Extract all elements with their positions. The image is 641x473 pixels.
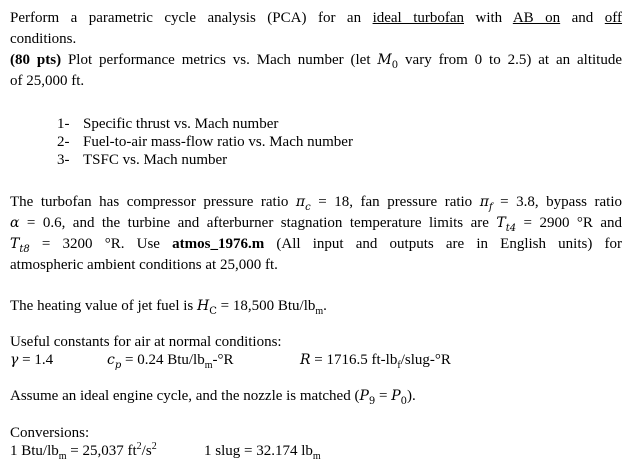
engine-text-7: (All input and outputs are in English units) for (276, 236, 623, 252)
constant-cp (107, 351, 234, 369)
altitude-text: of 25,000 ft. (10, 73, 85, 89)
assumption-line (10, 387, 416, 405)
engine-text-5: = 2900 °R and (523, 215, 622, 231)
engine-text-3: = 3.8, bypass ratio (500, 194, 623, 210)
heating-text: The heating value of jet fuel is (10, 298, 194, 314)
engine-line-2 (10, 214, 622, 232)
heating-value-symbol: $H_C$ (197, 298, 217, 317)
bypass-symbol: α (10, 215, 20, 231)
constant-gamma (10, 351, 53, 369)
engine-text-2: = 18, fan pressure ratio (318, 194, 473, 210)
list-item-number: 2- (57, 134, 70, 150)
equals-sign: = (379, 388, 388, 404)
r-value: = 1716.5 $ft-lb_f/slug-^\circ R$ (314, 352, 451, 371)
assumption-text: Assume an ideal engine cycle, and the nozzle is matched ( (10, 388, 360, 404)
engine-text-6: = 3200 °R. Use (41, 236, 160, 252)
constants-title-text: Useful constants for air at normal conditions: (10, 334, 282, 350)
t4-symbol: $T_{t4}$ (496, 215, 517, 234)
fan-ratio-symbol: $\pi_f$ (479, 194, 493, 213)
assumption-end: ). (407, 388, 416, 404)
intro-text-1: Perform a parametric cycle analysis (PCA) for an (10, 10, 362, 26)
r-symbol: R (300, 352, 311, 368)
intro-line-1 (10, 9, 622, 27)
constants-title (10, 333, 282, 351)
list-item-label: Fuel-to-air mass-flow ratio vs. Mach number (83, 134, 353, 150)
conversion-btu: 1 Btu/$lb_m = 25,037$ $ft^2/s^2$ (10, 441, 157, 462)
mach-symbol: $M_0$ (377, 52, 399, 71)
task-line-2 (10, 72, 84, 90)
task-text-2: vary from 0 to 2.5) at an altitude (405, 52, 623, 68)
conversions-title-text: Conversions: (10, 425, 90, 441)
task-text-1: Plot performance metrics vs. Mach number (let (67, 52, 371, 68)
gamma-symbol: γ (10, 352, 19, 368)
engine-line-4 (10, 256, 278, 274)
intro-line-2 (10, 30, 76, 48)
ideal-turbofan-emphasis: ideal turbofan (372, 10, 465, 26)
intro-text-2: with (475, 10, 503, 26)
list-item (57, 133, 353, 151)
compressor-ratio-symbol: $\pi_c$ (295, 194, 311, 213)
list-item-label: TSFC vs. Mach number (83, 152, 228, 168)
engine-text-4: = 0.6, and the turbine and afterburner stagnation temperature limits are (26, 215, 489, 231)
intro-conditions: conditions. (10, 31, 77, 47)
intro-text-3: and (571, 10, 594, 26)
engine-line-1 (10, 193, 622, 211)
t8-symbol: $T_{t8}$ (10, 236, 30, 255)
off-emphasis: off (604, 10, 623, 26)
list-item (57, 151, 227, 169)
engine-text-8: atmospheric ambient conditions at 25,000 ft. (10, 257, 278, 273)
list-item-label: Specific thrust vs. Mach number (83, 116, 279, 132)
cp-value: = 0.24 Btu/$lb_m-^\circ R$ (125, 352, 234, 371)
gamma-value: = 1.4 (22, 352, 54, 368)
atmos-file-name: atmos_1976.m (172, 236, 265, 252)
list-item (57, 115, 278, 133)
p0-symbol: $P_0$ (391, 388, 408, 407)
cp-symbol: $c_p$ (107, 352, 122, 371)
conversion-slug: 1 slug = 32.174 $lb_m$ (204, 443, 321, 462)
list-item-number: 3- (57, 152, 70, 168)
heating-value: = 18,500 Btu/$lb_m$. (220, 298, 327, 317)
p9-symbol: $P_9$ (359, 388, 376, 407)
engine-text-1: The turbofan has compressor pressure ratio (10, 194, 289, 210)
ab-on-emphasis: AB on (512, 10, 561, 26)
engine-line-3 (10, 235, 622, 253)
conversions-title (10, 424, 89, 442)
heating-value-line (10, 297, 327, 315)
list-item-number: 1- (57, 116, 70, 132)
points-label: (80 pts) (10, 52, 62, 68)
task-line-1 (10, 51, 622, 69)
constant-r (300, 351, 451, 369)
